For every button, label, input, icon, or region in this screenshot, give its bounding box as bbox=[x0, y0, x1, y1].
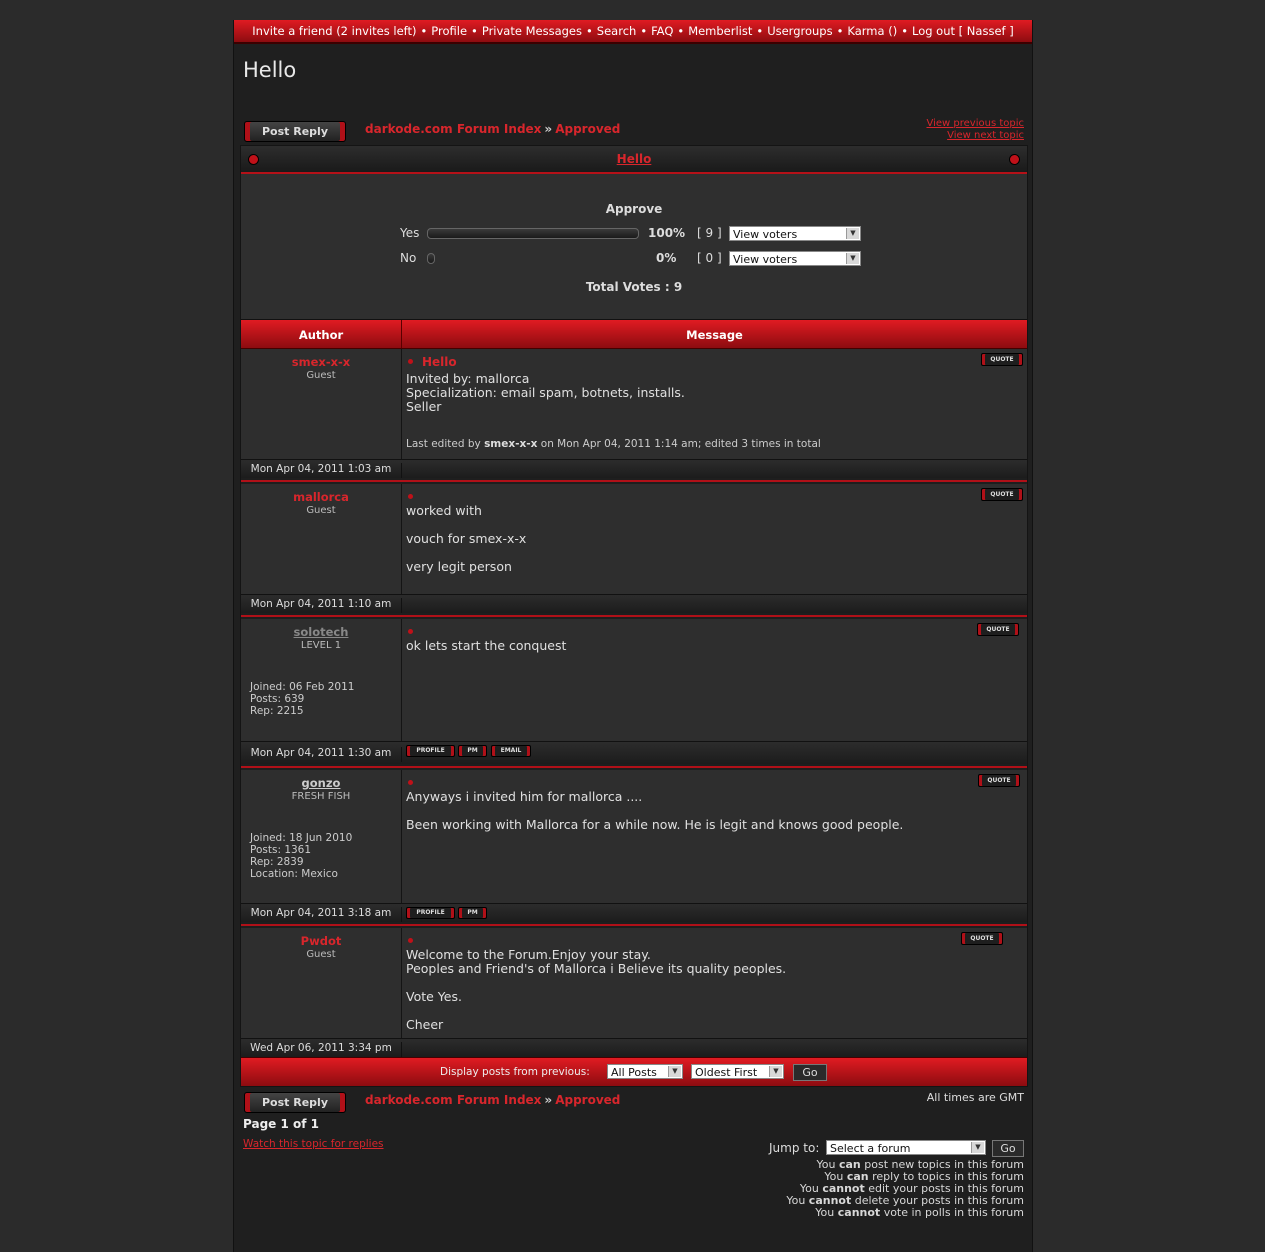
breadcrumb bbox=[365, 122, 620, 136]
post-icon bbox=[408, 629, 413, 634]
profile-button[interactable]: PROFILE bbox=[406, 907, 455, 919]
breadcrumb-separator: » bbox=[544, 1093, 553, 1107]
nav-separator: • bbox=[901, 24, 908, 38]
post-icon bbox=[408, 780, 413, 785]
permission-line bbox=[786, 1207, 1024, 1219]
post bbox=[241, 349, 1027, 459]
post-author-name[interactable]: Pwdot bbox=[300, 934, 342, 948]
perm-post: edit your posts in this forum bbox=[868, 1182, 1024, 1195]
topic-title-bar bbox=[241, 146, 1027, 174]
breadcrumb-subforum[interactable]: Approved bbox=[555, 122, 621, 136]
breadcrumb-separator: » bbox=[544, 122, 553, 136]
nav-usergroups[interactable]: Usergroups bbox=[767, 24, 833, 38]
post-footer bbox=[241, 459, 1027, 478]
perm-post: delete your posts in this forum bbox=[854, 1194, 1024, 1207]
perm-strong: can bbox=[838, 1158, 861, 1171]
nav-private-messages[interactable]: Private Messages bbox=[481, 24, 582, 38]
post bbox=[241, 484, 1027, 594]
breadcrumb-bottom bbox=[365, 1093, 620, 1107]
post-footer bbox=[241, 741, 1027, 764]
breadcrumb-forum-index[interactable]: darkode.com Forum Index bbox=[365, 1093, 542, 1107]
pagination-info: Page 1 of 1 bbox=[243, 1117, 319, 1131]
perm-post: post new topics in this forum bbox=[864, 1158, 1024, 1171]
post-author-rank: Guest bbox=[306, 370, 336, 381]
post-author-info bbox=[250, 832, 352, 880]
breadcrumb-forum-index[interactable]: darkode.com Forum Index bbox=[365, 122, 542, 136]
breadcrumb-subforum[interactable]: Approved bbox=[555, 1093, 621, 1107]
post-author-rank: Guest bbox=[306, 505, 336, 516]
post-body: ok lets start the conquest bbox=[406, 638, 567, 653]
poll-option-label: No bbox=[400, 251, 417, 265]
author-rep: Rep: 2215 bbox=[250, 705, 304, 717]
top-navigation bbox=[234, 20, 1032, 44]
nav-separator: • bbox=[640, 24, 648, 38]
poll-bar-track bbox=[427, 228, 639, 239]
display-range-value: All Posts bbox=[611, 1066, 657, 1079]
pm-button[interactable]: PM bbox=[458, 907, 487, 919]
post-date: Mon Apr 04, 2011 1:10 am bbox=[241, 598, 402, 613]
jump-to-select[interactable] bbox=[826, 1140, 986, 1155]
post-message-cell bbox=[402, 349, 1027, 459]
topic-frame bbox=[240, 145, 1028, 1087]
post-date: Mon Apr 04, 2011 3:18 am bbox=[241, 907, 402, 922]
view-previous-topic-link[interactable]: View previous topic bbox=[926, 118, 1024, 129]
post-message-cell bbox=[402, 619, 1027, 741]
post-author-rank: LEVEL 1 bbox=[300, 640, 342, 651]
post-author-name[interactable]: solotech bbox=[293, 625, 349, 639]
perm-pre: You bbox=[824, 1170, 844, 1183]
nav-separator: • bbox=[756, 24, 764, 38]
email-button[interactable]: EMAIL bbox=[491, 745, 531, 757]
post bbox=[241, 770, 1027, 903]
nav-memberlist[interactable]: Memberlist bbox=[688, 24, 753, 38]
nav-faq[interactable]: FAQ bbox=[651, 24, 674, 38]
jump-to-value: Select a forum bbox=[830, 1142, 911, 1155]
quote-button[interactable]: QUOTE bbox=[981, 488, 1023, 501]
dropdown-arrow-icon: ▼ bbox=[846, 228, 859, 239]
perm-pre: You bbox=[815, 1206, 835, 1219]
display-label: Display posts from previous: bbox=[440, 1066, 590, 1078]
nav-separator: • bbox=[836, 24, 844, 38]
view-next-topic-link[interactable]: View next topic bbox=[947, 130, 1024, 141]
post-body: Welcome to the Forum.Enjoy your stay. Peoples and Friend's of Mallorca i Believe its quality peoples. Vote Yes. Cheer bbox=[406, 947, 787, 1032]
poll-option-count: [ 9 ] bbox=[697, 226, 722, 240]
author-joined: Joined: 18 Jun 2010 bbox=[250, 832, 353, 844]
post-edited-note bbox=[406, 438, 821, 450]
post-author-cell bbox=[241, 619, 402, 741]
quote-button[interactable]: QUOTE bbox=[961, 932, 1003, 945]
author-joined: Joined: 06 Feb 2011 bbox=[250, 681, 355, 693]
author-column-header: Author bbox=[298, 328, 344, 342]
author-posts: Posts: 639 bbox=[250, 693, 305, 705]
post-author-rank: FRESH FISH bbox=[291, 791, 351, 802]
post-author-rank: Guest bbox=[306, 949, 336, 960]
author-posts: Posts: 1361 bbox=[250, 844, 312, 856]
view-voters-value: View voters bbox=[733, 253, 798, 266]
display-order-value: Oldest First bbox=[695, 1066, 758, 1079]
post-footer bbox=[241, 1038, 1027, 1057]
nav-karma[interactable]: Karma () bbox=[847, 24, 898, 38]
poll-option-label: Yes bbox=[400, 226, 420, 240]
perm-post: reply to topics in this forum bbox=[872, 1170, 1024, 1183]
post-body: Invited by: mallorca Specialization: email spam, botnets, installs. Seller bbox=[406, 371, 685, 414]
perm-post: vote in polls in this forum bbox=[883, 1206, 1024, 1219]
display-options-bar bbox=[241, 1057, 1027, 1086]
post-footer bbox=[241, 594, 1027, 613]
display-go-button[interactable]: Go bbox=[793, 1064, 827, 1081]
poll-total-votes: Total Votes : 9 bbox=[585, 280, 683, 294]
perm-strong: can bbox=[846, 1170, 869, 1183]
author-rep: Rep: 2839 bbox=[250, 856, 304, 868]
nav-separator: • bbox=[586, 24, 593, 38]
jump-go-button[interactable]: Go bbox=[992, 1140, 1024, 1157]
page-title: Hello bbox=[243, 58, 297, 82]
post-body: worked with vouch for smex-x-x very legit person bbox=[406, 503, 527, 574]
poll-bar-track bbox=[427, 253, 435, 264]
poll-option-count: [ 0 ] bbox=[697, 251, 722, 265]
corner-dot-icon bbox=[1009, 154, 1020, 165]
post-icon bbox=[408, 359, 413, 364]
post-date: Mon Apr 04, 2011 1:30 am bbox=[241, 747, 402, 762]
post-reply-button-bottom[interactable]: Post Reply bbox=[244, 1092, 346, 1113]
post bbox=[241, 619, 1027, 741]
post-author-name[interactable]: gonzo bbox=[301, 776, 341, 790]
author-location: Location: Mexico bbox=[250, 868, 338, 880]
display-range-select[interactable] bbox=[607, 1064, 683, 1079]
message-column-header: Message bbox=[686, 328, 743, 342]
edited-prefix: Last edited by bbox=[406, 438, 481, 450]
dropdown-arrow-icon: ▼ bbox=[668, 1066, 681, 1077]
nav-logout[interactable]: Log out [ Nassef ] bbox=[911, 24, 1014, 38]
nav-profile[interactable]: Profile bbox=[431, 24, 468, 38]
post-author-cell bbox=[241, 928, 402, 1038]
perm-strong: cannot bbox=[808, 1194, 852, 1207]
quote-button[interactable]: QUOTE bbox=[981, 353, 1023, 366]
post-author-name[interactable]: smex-x-x bbox=[291, 355, 351, 369]
poll-question: Approve bbox=[605, 202, 663, 216]
quote-button[interactable]: QUOTE bbox=[978, 774, 1020, 787]
poll-panel bbox=[241, 174, 1027, 320]
post-subject: Hello bbox=[422, 355, 457, 369]
post-icon bbox=[408, 938, 413, 943]
perm-pre: You bbox=[816, 1158, 836, 1171]
nav-separator: • bbox=[471, 24, 478, 38]
topic-title-link[interactable]: Hello bbox=[616, 152, 652, 166]
post-author-cell bbox=[241, 770, 402, 903]
dropdown-arrow-icon: ▼ bbox=[846, 253, 859, 264]
view-voters-select[interactable] bbox=[729, 251, 861, 266]
perm-strong: cannot bbox=[822, 1182, 865, 1195]
post-footer bbox=[241, 903, 1027, 922]
post-message-cell bbox=[402, 770, 1027, 903]
nav-separator: • bbox=[420, 24, 428, 38]
watch-topic-link[interactable]: Watch this topic for replies bbox=[243, 1138, 384, 1150]
poll-option-percent: 0% bbox=[656, 251, 677, 265]
page-container bbox=[233, 20, 1033, 1252]
timezone-note: All times are GMT bbox=[926, 1091, 1024, 1104]
perm-strong: cannot bbox=[837, 1206, 881, 1219]
nav-invite[interactable]: Invite a friend (2 invites left) bbox=[252, 24, 417, 38]
pm-button[interactable]: PM bbox=[458, 745, 487, 757]
poll-option-percent: 100% bbox=[648, 226, 686, 240]
perm-pre: You bbox=[786, 1194, 806, 1207]
post-author-name[interactable]: mallorca bbox=[293, 490, 349, 504]
nav-search[interactable]: Search bbox=[596, 24, 637, 38]
post bbox=[241, 928, 1027, 1038]
dropdown-arrow-icon: ▼ bbox=[769, 1066, 782, 1077]
post-reply-button[interactable]: Post Reply bbox=[244, 121, 346, 142]
post-body: Anyways i invited him for mallorca .... Been working with Mallorca for a while now. He is legit and knows good people. bbox=[406, 789, 904, 832]
view-voters-value: View voters bbox=[733, 228, 798, 241]
post-author-info bbox=[250, 681, 354, 717]
post-author-cell bbox=[241, 349, 402, 459]
profile-button[interactable]: PROFILE bbox=[406, 745, 455, 757]
post-author-cell bbox=[241, 484, 402, 594]
post-icon bbox=[408, 494, 413, 499]
quote-button[interactable]: QUOTE bbox=[977, 623, 1019, 636]
nav-separator: • bbox=[677, 24, 685, 38]
display-order-select[interactable] bbox=[691, 1064, 784, 1079]
dropdown-arrow-icon: ▼ bbox=[971, 1142, 984, 1153]
edited-user: smex-x-x bbox=[484, 438, 538, 450]
post-date: Wed Apr 06, 2011 3:34 pm bbox=[241, 1042, 402, 1057]
permissions-list bbox=[786, 1159, 1024, 1219]
posts-table-header bbox=[241, 320, 1027, 349]
post-message-cell bbox=[402, 484, 1027, 594]
edited-suffix: on Mon Apr 04, 2011 1:14 am; edited 3 times in total bbox=[540, 438, 821, 450]
post-date: Mon Apr 04, 2011 1:03 am bbox=[241, 463, 402, 478]
perm-pre: You bbox=[799, 1182, 819, 1195]
view-voters-select[interactable] bbox=[729, 226, 861, 241]
post-message-cell bbox=[402, 928, 1027, 1038]
jump-to-label: Jump to: bbox=[769, 1141, 820, 1155]
